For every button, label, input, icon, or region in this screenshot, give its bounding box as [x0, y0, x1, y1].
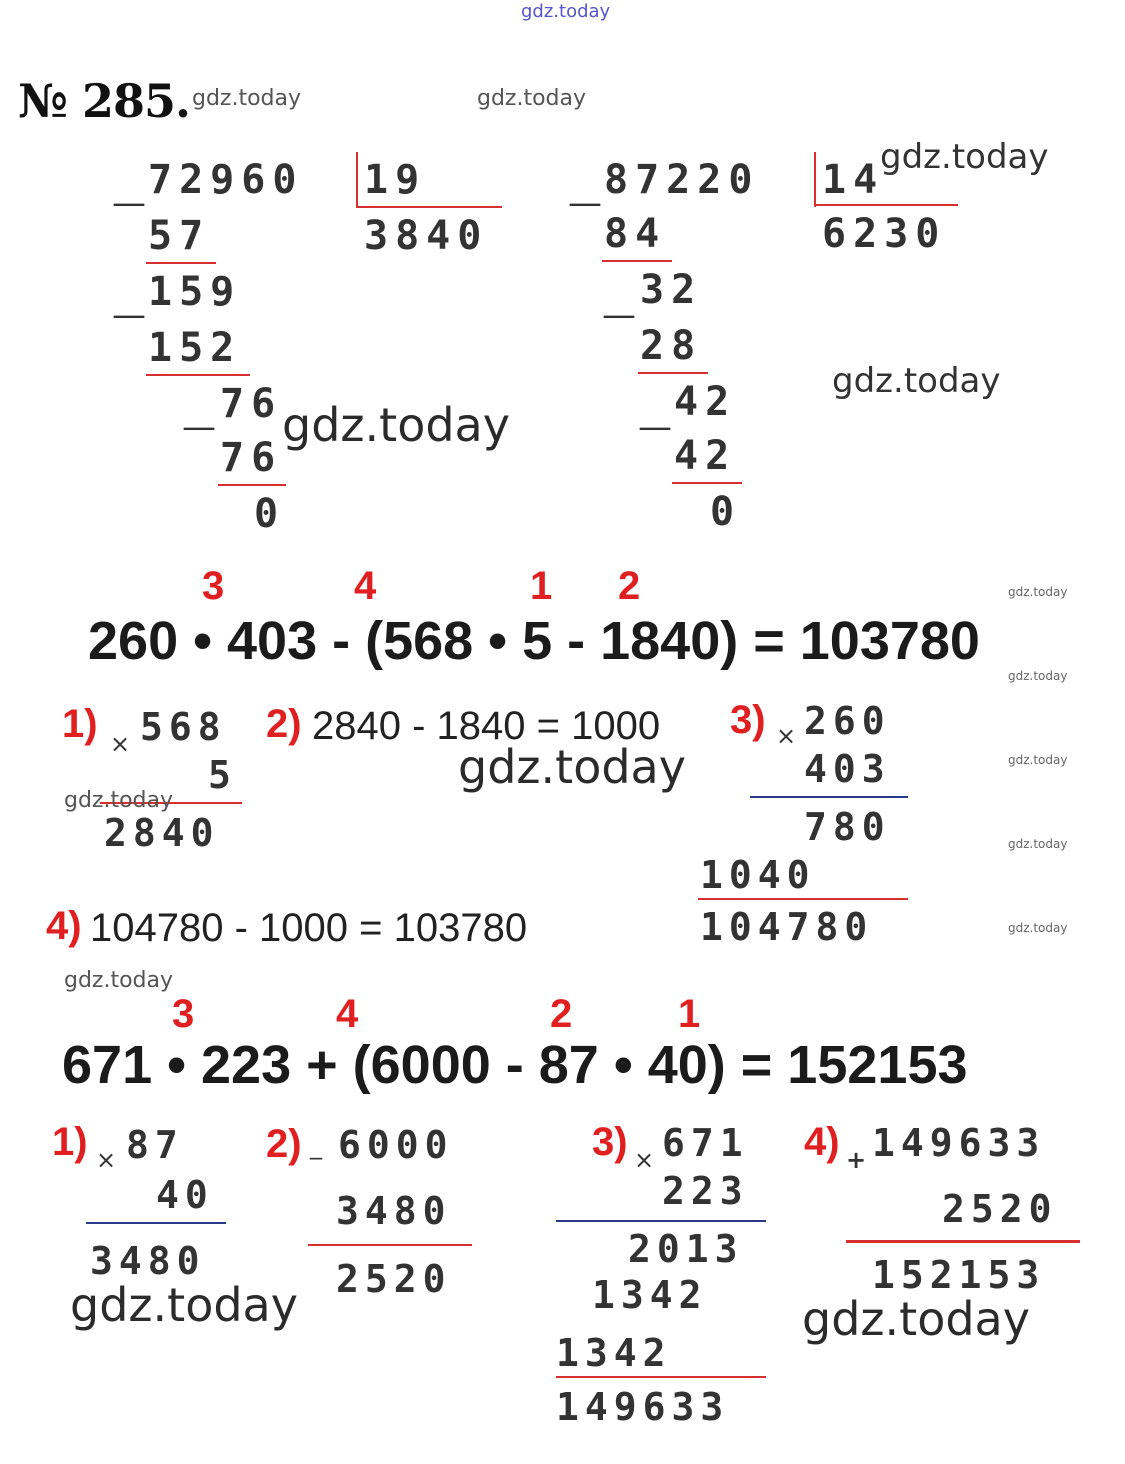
underline [86, 1222, 226, 1224]
subtrahend: 84 [604, 211, 667, 257]
step-label: 3) [592, 1120, 628, 1164]
watermark-right-2: gdz.today [832, 361, 1001, 401]
division-bar [356, 152, 358, 207]
underline [146, 262, 216, 264]
subtrahend: 76 [220, 435, 283, 481]
result: 152153 [872, 1253, 1046, 1297]
quotient: 3840 [364, 213, 489, 259]
minus-sign: — [568, 183, 602, 223]
step-label: 4) [804, 1120, 840, 1164]
underline [556, 1376, 766, 1378]
order-number: 3 [202, 564, 225, 608]
step-label: 1) [62, 702, 98, 746]
operand: 40 [156, 1173, 214, 1217]
order-number: 4 [354, 564, 377, 608]
step-text: 2840 - 1840 = 1000 [312, 704, 661, 748]
operand: 5 [208, 753, 237, 797]
division-bar [814, 152, 816, 207]
result: 3480 [90, 1239, 206, 1283]
watermark-bottom-left: gdz.today [70, 1278, 298, 1332]
watermark-header-2: gdz.today [477, 86, 587, 111]
multiply-sign: × [776, 722, 797, 750]
problem-number: № 285. [18, 74, 191, 128]
partial-product: 1342 [556, 1331, 672, 1375]
watermark-right-1: gdz.today [880, 137, 1049, 177]
subtrahend: 57 [148, 213, 211, 259]
order-number: 3 [172, 992, 195, 1036]
quotient: 6230 [822, 211, 947, 257]
step-label: 3) [730, 698, 766, 742]
divisor: 14 [822, 157, 885, 203]
result: 2520 [336, 1257, 452, 1301]
watermark-top: gdz.today [521, 1, 611, 22]
operand: 149633 [872, 1121, 1046, 1165]
operand: 403 [804, 747, 891, 791]
watermark-tiny: gdz.today [1008, 669, 1068, 683]
underline [698, 898, 908, 900]
order-number: 1 [678, 992, 701, 1036]
order-number: 4 [336, 992, 359, 1036]
final-remainder: 0 [710, 489, 742, 535]
underline [218, 484, 286, 486]
operand: 2520 [942, 1187, 1058, 1231]
subtrahend: 42 [674, 433, 737, 479]
remainder: 76 [220, 381, 283, 427]
remainder: 42 [674, 379, 737, 425]
order-number: 2 [550, 992, 573, 1036]
operand: 6000 [338, 1123, 454, 1167]
underline [638, 372, 708, 374]
operand: 260 [804, 699, 891, 743]
step-label: 2) [266, 1122, 302, 1166]
underline [556, 1220, 766, 1222]
minus-sign: — [182, 407, 216, 447]
subtrahend: 28 [640, 323, 703, 369]
underline [750, 796, 908, 798]
watermark-bottom-right: gdz.today [802, 1292, 1030, 1346]
partial-product: 1342 [592, 1273, 708, 1317]
underline [146, 374, 250, 376]
divisor: 19 [364, 157, 427, 203]
operand: 568 [140, 705, 227, 749]
plus-sign: + [846, 1146, 867, 1174]
operand: 223 [662, 1169, 749, 1213]
partial-product: 1040 [700, 853, 816, 897]
step-label: 2) [266, 702, 302, 746]
underline [672, 482, 742, 484]
step-label: 4) [46, 904, 82, 948]
minus-sign: — [112, 183, 146, 223]
multiply-sign: × [96, 1146, 117, 1174]
watermark-small-left-1: gdz.today [64, 788, 174, 813]
watermark-tiny: gdz.today [1008, 837, 1068, 851]
order-number: 1 [530, 564, 553, 608]
minus-sign: _ [310, 1132, 322, 1160]
watermark-center-1: gdz.today [282, 398, 510, 452]
multiply-sign: × [110, 730, 131, 758]
operand: 87 [126, 1123, 184, 1167]
subtrahend: 152 [148, 325, 242, 371]
dividend: 87220 [604, 157, 760, 203]
minus-sign: — [602, 295, 636, 335]
step-text: 104780 - 1000 = 103780 [90, 906, 528, 950]
partial-product: 780 [804, 805, 891, 849]
divisor-underline [356, 206, 502, 208]
dividend: 72960 [148, 157, 304, 203]
equation: 671 • 223 + (6000 - 87 • 40) = 152153 [62, 1035, 968, 1095]
result: 104780 [700, 905, 874, 949]
result: 149633 [556, 1385, 730, 1429]
watermark-header-1: gdz.today [192, 86, 302, 111]
watermark-tiny: gdz.today [1008, 753, 1068, 767]
minus-sign: — [112, 295, 146, 335]
watermark-center-2: gdz.today [458, 740, 686, 794]
watermark-tiny: gdz.today [1008, 921, 1068, 935]
step-label: 1) [52, 1120, 88, 1164]
result: 2840 [104, 811, 220, 855]
final-remainder: 0 [254, 491, 286, 537]
underline [308, 1244, 472, 1246]
order-number: 2 [618, 564, 641, 608]
operand: 671 [662, 1121, 749, 1165]
minus-sign: — [638, 407, 672, 447]
remainder: 32 [640, 267, 703, 313]
underline [846, 1240, 1080, 1243]
multiply-sign: × [634, 1146, 655, 1174]
partial-product: 2013 [628, 1227, 744, 1271]
underline [602, 260, 672, 262]
operand: 3480 [336, 1189, 452, 1233]
remainder: 159 [148, 269, 242, 315]
divisor-underline [814, 204, 958, 206]
watermark-tiny: gdz.today [1008, 585, 1068, 599]
watermark-small-left-2: gdz.today [64, 968, 174, 993]
equation: 260 • 403 - (568 • 5 - 1840) = 103780 [88, 611, 980, 671]
